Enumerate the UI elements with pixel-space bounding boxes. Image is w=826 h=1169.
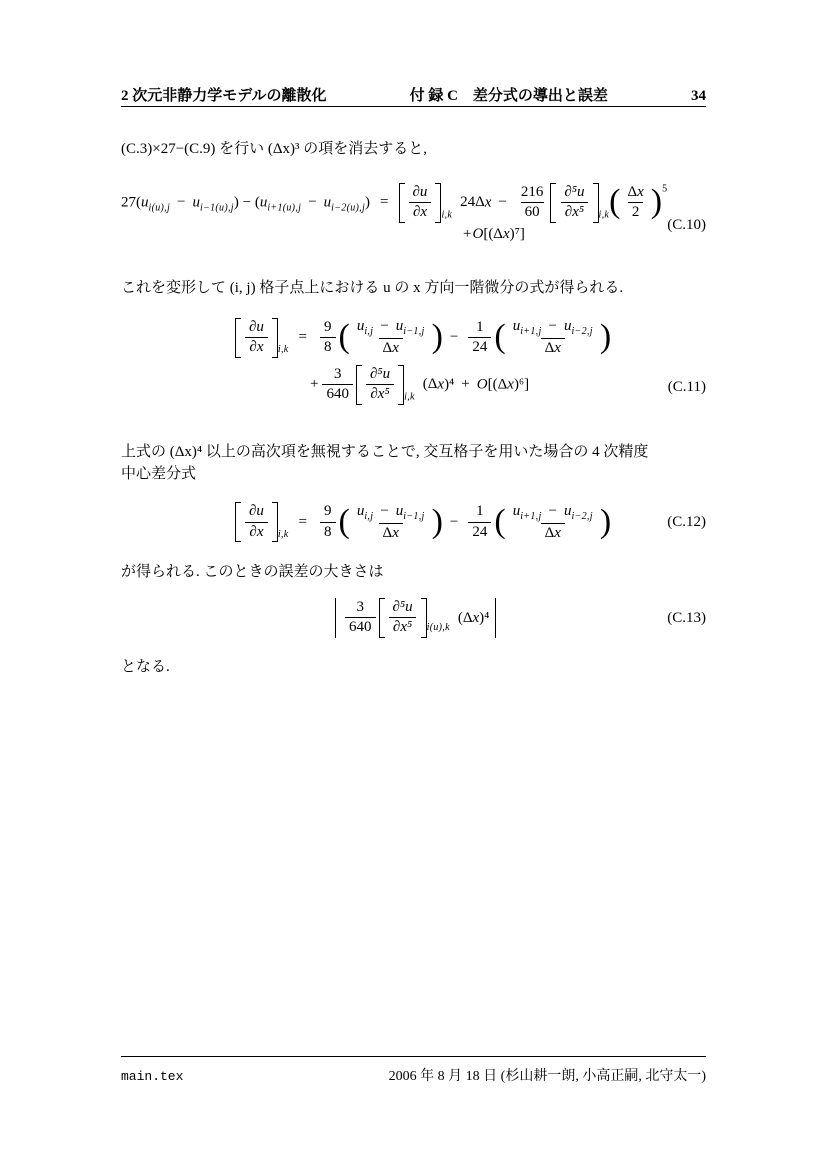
equals-sign: =	[298, 513, 308, 530]
fraction-denominator: ∂x⁵	[366, 384, 393, 405]
parenthesized-difference	[494, 317, 611, 359]
bracket-subscript: i,k	[404, 390, 415, 402]
fraction-denominator: 60	[521, 202, 544, 223]
left-square-bracket	[235, 318, 241, 358]
fraction-denominator: ∂x⁵	[561, 202, 588, 223]
bracket-subscript: i,k	[277, 344, 289, 356]
subscript: i+1,j	[520, 510, 542, 522]
derivative-fraction	[560, 183, 588, 223]
subscript: i+1,j	[520, 326, 542, 337]
paragraph-3-line2: 中心差分式	[121, 466, 197, 482]
minus-op: −	[498, 193, 507, 210]
paragraph-5: となる.	[121, 658, 170, 675]
u-variable: u	[395, 502, 404, 519]
paragraph-4: が得られる. このときの誤差の大きさは	[121, 564, 384, 580]
fraction-numerator: ∂⁵u	[392, 598, 413, 615]
subscript: i−1,j	[403, 326, 425, 337]
equation-c10	[121, 183, 706, 243]
running-head-left: 2 次元非静力学モデルの離散化	[121, 88, 327, 104]
bracket-subscript: i,k	[598, 208, 610, 220]
fraction-denominator	[379, 523, 403, 544]
difference-fraction	[509, 317, 597, 359]
x-variable: x	[392, 524, 399, 541]
minus-op: −	[449, 329, 459, 346]
x-variable: x	[484, 193, 492, 210]
bracketed-derivative	[399, 183, 442, 223]
order-symbol: O	[472, 225, 484, 242]
equation-c12	[235, 502, 706, 544]
plus-op: +	[463, 225, 472, 242]
fraction-216-60	[517, 183, 548, 223]
equation-c13	[335, 598, 706, 638]
close-paren-7: )⁷	[509, 225, 520, 242]
big-right-paren: )	[650, 183, 663, 221]
u-variable: u	[192, 193, 200, 210]
fraction-numerator: 3	[356, 598, 364, 615]
subscript: i+1(u),j	[267, 201, 302, 213]
fraction-numerator	[509, 317, 597, 338]
x-variable: x	[437, 375, 445, 392]
fraction-denominator	[541, 523, 565, 544]
fraction-numerator: 1	[476, 318, 484, 335]
open-bracket: [	[487, 375, 493, 392]
fraction-numerator: 3	[333, 365, 342, 382]
fraction-denominator: 640	[345, 617, 376, 638]
bracketed-derivative	[356, 365, 404, 405]
delta-symbol: Δ	[382, 524, 393, 541]
fraction-numerator	[353, 502, 429, 523]
x-variable: x	[502, 225, 510, 242]
u-variable: u	[323, 193, 332, 210]
left-abs-bar	[335, 598, 336, 638]
subscript: i−2,j	[571, 510, 593, 522]
page-header	[121, 84, 706, 105]
delta-symbol: Δ	[627, 183, 638, 200]
fraction-1-24	[468, 318, 491, 358]
dx-over-2-fraction	[623, 183, 647, 223]
fraction-denominator: 640	[322, 384, 353, 405]
fraction-numerator: 9	[324, 318, 332, 335]
fraction-9-8	[320, 502, 336, 542]
u-variable: u	[356, 318, 365, 334]
big-left-paren: (	[338, 318, 350, 356]
fraction-9-8	[320, 318, 336, 358]
left-square-bracket	[356, 365, 362, 405]
fraction-numerator: ∂u	[249, 503, 264, 520]
u-variable: u	[141, 193, 149, 210]
delta-symbol: Δ	[544, 524, 555, 541]
close-paren-4: )⁴	[444, 375, 455, 392]
minus-op: −	[177, 193, 186, 210]
left-square-bracket	[235, 502, 241, 542]
open-bracket: [	[483, 225, 489, 242]
derivative-fraction	[409, 183, 432, 223]
x-variable: x	[637, 183, 644, 200]
u-variable: u	[564, 318, 572, 334]
fraction-numerator: ∂⁵u	[564, 183, 585, 200]
fraction-numerator: 216	[520, 183, 544, 200]
equation-c11-line1	[235, 317, 706, 359]
bracketed-derivative	[550, 183, 598, 223]
equation-tag-c12: (C.12)	[667, 514, 706, 530]
delta-symbol: Δ	[382, 340, 393, 356]
fraction-3-640	[345, 598, 376, 638]
close-paren: )	[365, 193, 371, 210]
u-variable: u	[395, 318, 404, 334]
difference-fraction	[509, 502, 597, 544]
parenthesized-difference	[339, 317, 443, 359]
plus-op: +	[461, 375, 470, 392]
header-rule	[121, 106, 706, 107]
paragraph-1: (C.3)×27−(C.9) を行い (Δx)³ の項を消去すると,	[121, 141, 428, 157]
close-paren-4: )⁴	[479, 609, 490, 626]
x-variable: x	[392, 340, 399, 356]
fraction-numerator: ∂u	[412, 183, 428, 200]
parenthesized-difference	[339, 502, 443, 544]
derivative-fraction	[389, 598, 417, 638]
x-variable: x	[554, 340, 561, 356]
absolute-value-group	[335, 598, 496, 638]
minus-op: −	[548, 318, 557, 334]
left-square-bracket	[550, 183, 556, 223]
derivative-fraction	[245, 502, 268, 542]
order-symbol: O	[476, 375, 488, 392]
fraction-denominator: ∂x	[245, 522, 267, 543]
subscript: i−1(u),j	[200, 201, 234, 213]
fraction-3-640	[322, 365, 353, 405]
fraction-numerator	[353, 317, 429, 338]
plus-op: +	[310, 375, 319, 392]
fraction-numerator: 1	[476, 503, 484, 520]
paragraph-2: これを変形して (i, j) 格子点上における u の x 方向一階微分の式が得られる.	[121, 279, 624, 296]
fraction-denominator: 8	[320, 337, 336, 358]
fraction-denominator: 24	[468, 337, 491, 358]
equals-sign: =	[380, 193, 389, 210]
minus-op: −	[548, 502, 557, 519]
subscript: i−2,j	[571, 326, 593, 337]
big-left-paren: (	[609, 183, 621, 221]
left-square-bracket	[379, 598, 385, 638]
big-left-paren: (	[494, 318, 506, 356]
fraction-denominator: ∂x	[245, 337, 267, 358]
fraction-numerator: ∂⁵u	[369, 365, 391, 382]
difference-fraction	[353, 317, 429, 359]
bracketed-derivative	[379, 598, 427, 638]
close-bracket: ]	[524, 375, 530, 392]
subscript: i,j	[364, 326, 374, 337]
equation-c11-line2	[310, 365, 706, 405]
subscript: i−2(u),j	[331, 201, 366, 213]
bracketed-derivative	[235, 318, 278, 358]
difference-fraction	[353, 502, 429, 544]
u-variable: u	[259, 193, 268, 210]
minus-op: −	[380, 318, 389, 334]
bracket-subscript: i,k	[441, 208, 453, 220]
footer-date-authors: 2006 年 8 月 18 日 (杉山耕一朗, 小高正嗣, 北守太一)	[388, 1069, 706, 1084]
running-head-center: 付 録 C 差分式の導出と誤差	[409, 88, 608, 104]
big-right-paren: )	[599, 502, 612, 540]
fraction-denominator	[379, 338, 403, 359]
u-variable: u	[512, 318, 521, 334]
open-paren-delta: (Δ	[492, 375, 508, 392]
subscript: i,j	[364, 510, 374, 522]
equation-tag-c11: (C.11)	[667, 379, 706, 395]
minus-op: −	[380, 502, 389, 519]
right-abs-bar	[495, 598, 496, 638]
fraction-denominator: ∂x	[409, 202, 431, 223]
fraction-denominator: 24	[468, 522, 491, 543]
equation-c10-line1	[121, 183, 706, 223]
paragraph-3	[121, 441, 706, 486]
open-paren-delta: (Δ	[488, 225, 503, 242]
x-variable: x	[472, 609, 480, 626]
paragraph-3-line1: 上式の (Δx)⁴ 以上の高次項を無視することで, 交互格子を用いた場合の 4 次精度	[121, 443, 649, 460]
equation-c13-line1	[335, 598, 706, 638]
page-number: 34	[690, 88, 706, 104]
equation-tag-c13: (C.13)	[667, 609, 706, 626]
equation-tag-c10: (C.10)	[667, 217, 706, 233]
subscript: i−1,j	[403, 510, 425, 522]
equals-sign: =	[298, 329, 308, 346]
fraction-denominator: ∂x⁵	[389, 617, 416, 638]
bracket-subscript: i,k	[277, 528, 289, 540]
parenthesized-difference	[494, 502, 611, 544]
fraction-numerator: 9	[324, 503, 332, 520]
u-variable: u	[356, 502, 365, 519]
paren-minus-paren: ) − (	[233, 193, 260, 210]
fraction-numerator	[509, 502, 597, 523]
equation-c11	[235, 317, 706, 405]
minus-op: −	[449, 513, 459, 530]
u-variable: u	[512, 502, 521, 519]
fraction-denominator: 8	[320, 522, 336, 543]
coefficient-24dx: 24Δ	[460, 193, 485, 210]
fraction-numerator: ∂u	[249, 318, 264, 335]
minus-op: −	[308, 193, 317, 210]
page-footer	[121, 1056, 706, 1085]
derivative-fraction	[366, 365, 394, 405]
open-paren-delta: (Δ	[457, 609, 473, 626]
close-bracket: ]	[519, 225, 525, 242]
big-right-paren: )	[431, 502, 443, 540]
fraction-numerator	[623, 183, 647, 203]
close-paren-6: )⁶	[513, 375, 525, 392]
delta-symbol: Δ	[544, 340, 555, 356]
fraction-denominator: 2	[628, 202, 644, 223]
big-right-paren: )	[431, 318, 443, 356]
fraction-denominator	[541, 338, 565, 359]
text-body	[121, 138, 706, 678]
footer-filename: main.tex	[121, 1069, 184, 1084]
x-variable: x	[507, 375, 514, 392]
fraction-1-24	[468, 502, 491, 542]
derivative-fraction	[245, 318, 268, 358]
bracketed-derivative	[235, 502, 278, 542]
big-right-paren: )	[599, 318, 612, 356]
left-square-bracket	[399, 183, 405, 223]
exponent-5: 5	[662, 182, 668, 194]
big-left-paren: (	[494, 502, 506, 540]
big-left-paren: (	[338, 502, 350, 540]
subscript: i(u),j	[148, 201, 171, 213]
equation-c12-line1	[235, 502, 706, 544]
bracket-subscript: i(u),k	[426, 621, 450, 633]
open-paren-delta: (Δ	[422, 375, 438, 392]
parenthesized-fraction	[609, 183, 662, 223]
u-variable: u	[564, 502, 572, 519]
x-variable: x	[554, 524, 561, 541]
coefficient-27: 27(	[121, 193, 141, 210]
